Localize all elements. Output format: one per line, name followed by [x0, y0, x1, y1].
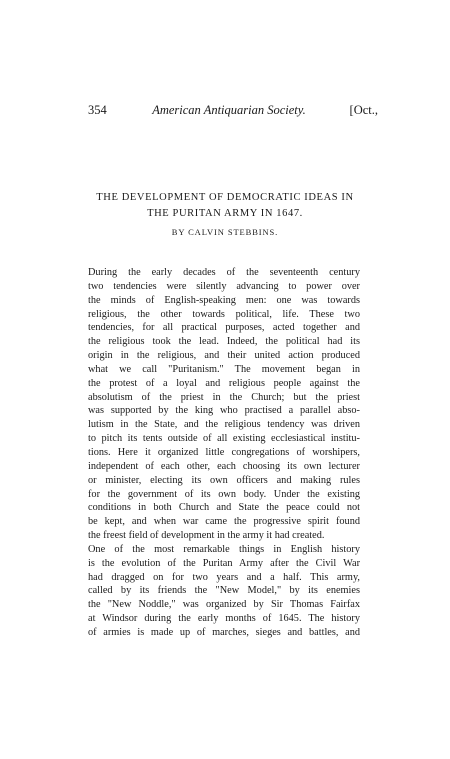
text-line: was supported by the king who practised a parallel abso- [88, 405, 360, 417]
journal-name: American Antiquarian Society. [152, 103, 306, 117]
byline: BY CALVIN STEBBINS. [171, 227, 279, 237]
paragraph-1 [88, 266, 360, 543]
running-head [88, 103, 378, 119]
article-body [88, 266, 360, 640]
text-line: independent of each other, each choosing its own lecturer [88, 460, 360, 472]
text-line: or minister, electing its own officers and making rules [88, 474, 360, 486]
text-line: origin in the religious, and their united action produced [88, 350, 360, 362]
text-line: of armies is made up of marches, sieges and battles, and [88, 626, 360, 638]
text-line: to pitch its tents outside of all existing ecclesiastical institu- [88, 433, 360, 445]
text-line: absolutism of the priest in the Church; but the priest [88, 391, 360, 403]
text-line: what we call "Puritanism." The movement began in [88, 363, 360, 375]
article-title-line-1: THE DEVELOPMENT OF DEMOCRATIC IDEAS IN [96, 192, 354, 203]
text-line: the protest of a loyal and religious people against the [88, 377, 360, 389]
text-line: be kept, and when war came the progressive spirit found [88, 516, 360, 528]
article-title-line-2: THE PURITAN ARMY IN 1647. [147, 208, 303, 219]
text-line: had dragged on for two years and a half. This army, [88, 571, 360, 583]
article-heading [80, 190, 370, 239]
text-line: at Windsor during the early months of 1645. The history [88, 613, 360, 625]
text-line: tendencies, for all practical purposes, acted together and [88, 322, 360, 334]
text-line: called by its friends the "New Model," by its enemies [88, 585, 360, 597]
text-line: lutism in the State, and the religious tendency was driven [88, 419, 360, 431]
text-line: During the early decades of the seventeenth century [88, 267, 360, 278]
text-line: religious, the other towards political, life. These two [88, 308, 360, 320]
issue-label: [Oct., [349, 103, 378, 117]
text-line: tions. Here it organized little congregations of worshipers, [88, 446, 360, 458]
text-line: the "New Noddle," was organized by Sir Thomas Fairfax [88, 599, 360, 611]
text-line: is the evolution of the Puritan Army after the Civil War [88, 557, 360, 569]
text-line: conditions in both Church and State the peace could not [88, 502, 360, 514]
text-line: One of the most remarkable things in English history [88, 543, 360, 555]
text-line: two tendencies were silently advancing to power over [88, 280, 360, 292]
text-line: for the government of its own body. Under the existing [88, 488, 360, 500]
text-line: the freest field of development in the army it had created. [88, 530, 325, 542]
text-line: the religious took the lead. Indeed, the political had its [88, 336, 360, 348]
page-number: 354 [88, 103, 107, 117]
paragraph-2 [88, 543, 360, 640]
text-line: the minds of English-speaking men: one was towards [88, 294, 360, 306]
